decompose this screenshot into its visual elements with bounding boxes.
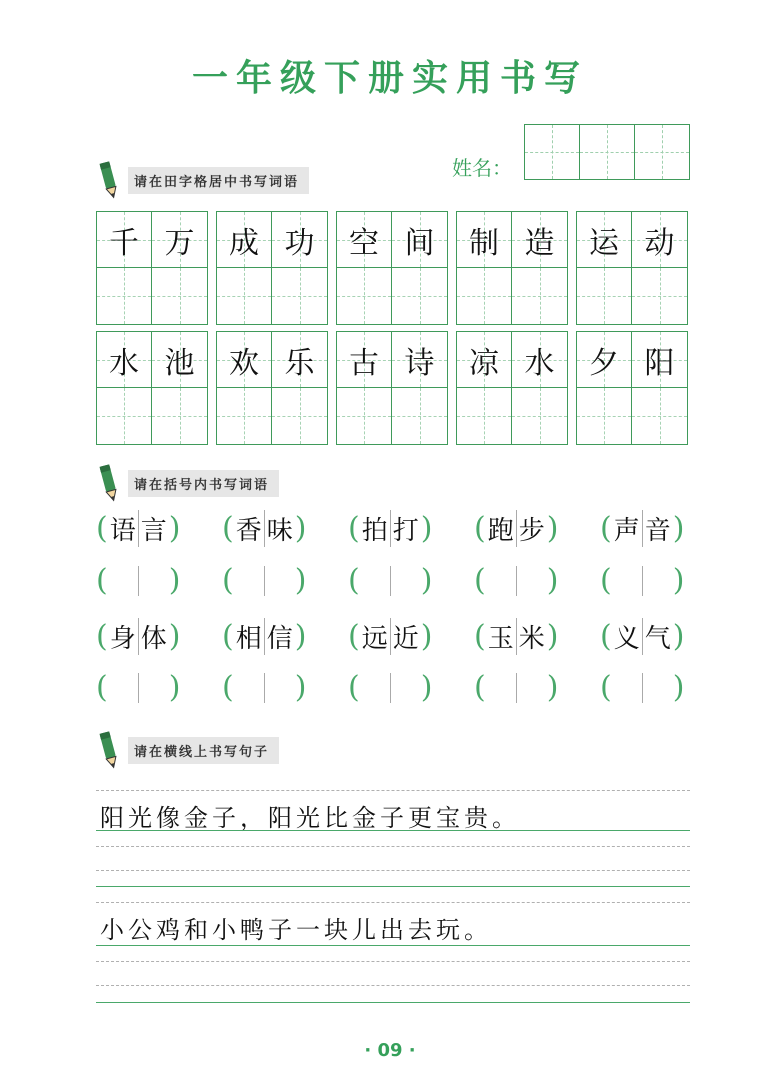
close-paren: ) xyxy=(672,619,685,654)
open-paren: ( xyxy=(348,670,360,705)
bracket-blank[interactable] xyxy=(348,563,432,598)
bracket-blank-slot[interactable] xyxy=(486,673,517,703)
tianzige-practice-cell[interactable] xyxy=(152,388,207,444)
tianzige-model-cell xyxy=(457,332,512,388)
section-label: 请在横线上书写句子 xyxy=(128,737,279,764)
tianzige-word-block[interactable] xyxy=(96,331,208,445)
model-character: 诗 xyxy=(404,345,435,381)
tianzige-practice-cell[interactable] xyxy=(272,388,327,444)
tianzige-word-block[interactable] xyxy=(336,331,448,445)
tianzige-model-cell xyxy=(97,332,152,388)
close-paren: ) xyxy=(420,563,433,598)
model-character: 欢 xyxy=(229,345,259,381)
bracket-blank-slot[interactable] xyxy=(391,566,421,596)
name-grid[interactable] xyxy=(524,124,690,180)
open-paren: ( xyxy=(600,670,612,705)
open-paren: ( xyxy=(96,670,108,705)
close-paren: ) xyxy=(672,563,685,598)
section-header-2 xyxy=(96,468,279,498)
tianzige-practice-cell[interactable] xyxy=(97,388,152,444)
tianzige-model-cell xyxy=(392,212,447,268)
bracket-blank-slot[interactable] xyxy=(360,673,391,703)
name-cell[interactable] xyxy=(580,125,635,179)
bracket-blank-slot[interactable] xyxy=(265,566,295,596)
bracket-blank[interactable] xyxy=(222,670,306,705)
bracket-word xyxy=(600,510,684,547)
bracket-character: 信 xyxy=(266,624,293,654)
tianzige-model-cell xyxy=(577,212,632,268)
tianzige-word-block[interactable] xyxy=(576,211,688,325)
bracket-blank-slot[interactable] xyxy=(612,673,643,703)
pencil-icon xyxy=(96,730,122,770)
tianzige-model-cell xyxy=(457,212,512,268)
model-character: 间 xyxy=(404,225,435,261)
open-paren: ( xyxy=(222,563,234,598)
close-paren: ) xyxy=(294,670,307,705)
section-label: 请在括号内书写词语 xyxy=(128,470,279,497)
page-title: 一年级下册实用书写 xyxy=(191,58,588,99)
tianzige-practice-cell[interactable] xyxy=(512,388,567,444)
bracket-blank[interactable] xyxy=(96,563,180,598)
bracket-blank[interactable] xyxy=(600,563,684,598)
model-character: 千 xyxy=(109,225,139,261)
model-character: 水 xyxy=(109,345,139,381)
bracket-character: 米 xyxy=(518,624,545,654)
model-character: 运 xyxy=(589,225,619,261)
bracket-character: 气 xyxy=(644,624,671,654)
model-character: 功 xyxy=(284,225,315,261)
bracket-character: 玉 xyxy=(486,618,517,655)
tianzige-practice-cell[interactable] xyxy=(632,388,687,444)
name-cell[interactable] xyxy=(635,125,689,179)
writing-line[interactable] xyxy=(96,830,690,831)
bracket-blank[interactable] xyxy=(348,670,432,705)
bracket-word xyxy=(96,510,180,547)
tianzige-model-cell xyxy=(392,332,447,388)
tianzige-model-cell xyxy=(632,212,687,268)
bracket-blank-slot[interactable] xyxy=(108,673,139,703)
model-character: 凉 xyxy=(469,345,499,381)
open-paren: ( xyxy=(474,511,486,546)
bracket-character: 香 xyxy=(234,510,265,547)
bracket-blank-slot[interactable] xyxy=(517,673,547,703)
tianzige-model-cell xyxy=(272,212,327,268)
tianzige-model-cell xyxy=(272,332,327,388)
bracket-character: 语 xyxy=(108,510,139,547)
guide-line-dashed xyxy=(96,902,690,903)
bracket-blank[interactable] xyxy=(96,670,180,705)
bracket-word xyxy=(474,510,558,547)
bracket-word xyxy=(348,510,432,547)
open-paren: ( xyxy=(222,670,234,705)
model-sentence: 小公鸡和小鸭子一块儿出去玩。 xyxy=(100,916,492,944)
bracket-blank-slot[interactable] xyxy=(517,566,547,596)
close-paren: ) xyxy=(294,619,307,654)
bracket-character: 跑 xyxy=(486,510,517,547)
close-paren: ) xyxy=(420,619,433,654)
close-paren: ) xyxy=(420,511,433,546)
bracket-blank-slot[interactable] xyxy=(643,566,673,596)
close-paren: ) xyxy=(294,563,307,598)
tianzige-practice-cell[interactable] xyxy=(337,388,392,444)
guide-line-dashed xyxy=(96,961,690,962)
tianzige-word-block[interactable] xyxy=(96,211,208,325)
close-paren: ) xyxy=(546,511,559,546)
close-paren: ) xyxy=(168,563,181,598)
tianzige-practice-cell[interactable] xyxy=(632,268,687,324)
open-paren: ( xyxy=(474,563,486,598)
bracket-character: 言 xyxy=(140,516,167,546)
tianzige-practice-cell[interactable] xyxy=(577,388,632,444)
bracket-character: 远 xyxy=(360,618,391,655)
bracket-word xyxy=(96,618,180,655)
bracket-character: 体 xyxy=(140,624,167,654)
model-character: 阳 xyxy=(644,345,675,381)
bracket-word xyxy=(222,510,306,547)
tianzige-practice-cell[interactable] xyxy=(217,268,272,324)
writing-line[interactable] xyxy=(96,1002,690,1003)
tianzige-model-cell xyxy=(577,332,632,388)
open-paren: ( xyxy=(348,511,360,546)
bracket-blank-slot[interactable] xyxy=(234,566,265,596)
name-label: 姓名： xyxy=(452,156,512,180)
bracket-character: 相 xyxy=(234,618,265,655)
bracket-character: 拍 xyxy=(360,510,391,547)
open-paren: ( xyxy=(474,670,486,705)
close-paren: ) xyxy=(420,670,433,705)
tianzige-word-block[interactable] xyxy=(216,331,328,445)
bracket-blank-slot[interactable] xyxy=(391,673,421,703)
tianzige-practice-cell[interactable] xyxy=(457,268,512,324)
tianzige-model-cell xyxy=(217,212,272,268)
tianzige-practice-cell[interactable] xyxy=(97,268,152,324)
tianzige-model-cell xyxy=(512,212,567,268)
bracket-blank[interactable] xyxy=(474,670,558,705)
open-paren: ( xyxy=(348,563,360,598)
open-paren: ( xyxy=(96,511,108,546)
model-character: 水 xyxy=(524,345,555,381)
model-character: 池 xyxy=(164,345,195,381)
open-paren: ( xyxy=(600,563,612,598)
tianzige-practice-cell[interactable] xyxy=(392,268,447,324)
tianzige-model-cell xyxy=(217,332,272,388)
model-character: 乐 xyxy=(284,345,315,381)
tianzige-practice-cell[interactable] xyxy=(152,268,207,324)
bracket-blank[interactable] xyxy=(600,670,684,705)
bracket-blank-slot[interactable] xyxy=(265,673,295,703)
model-character: 空 xyxy=(349,225,379,261)
bracket-character: 近 xyxy=(392,624,419,654)
bracket-character: 步 xyxy=(518,516,545,546)
model-character: 制 xyxy=(469,225,499,261)
model-character: 万 xyxy=(164,225,195,261)
bracket-blank-slot[interactable] xyxy=(486,566,517,596)
bracket-blank-slot[interactable] xyxy=(612,566,643,596)
guide-line-dashed xyxy=(96,790,690,791)
page-number: · 09 · xyxy=(364,1040,416,1061)
open-paren: ( xyxy=(222,619,234,654)
pencil-icon xyxy=(96,160,122,200)
guide-line-dashed xyxy=(96,846,690,847)
close-paren: ) xyxy=(672,670,685,705)
section-header-3 xyxy=(96,735,279,765)
close-paren: ) xyxy=(168,670,181,705)
bracket-word xyxy=(474,618,558,655)
close-paren: ) xyxy=(672,511,685,546)
bracket-character: 打 xyxy=(392,516,419,546)
tianzige-word-block[interactable] xyxy=(216,211,328,325)
tianzige-word-block[interactable] xyxy=(456,211,568,325)
bracket-blank-slot[interactable] xyxy=(139,566,169,596)
writing-line[interactable] xyxy=(96,886,690,887)
bracket-blank-slot[interactable] xyxy=(360,566,391,596)
tianzige-model-cell xyxy=(512,332,567,388)
open-paren: ( xyxy=(222,511,234,546)
tianzige-model-cell xyxy=(97,212,152,268)
tianzige-model-cell xyxy=(337,212,392,268)
bracket-blank-slot[interactable] xyxy=(108,566,139,596)
model-character: 夕 xyxy=(589,345,619,381)
bracket-word xyxy=(348,618,432,655)
close-paren: ) xyxy=(546,619,559,654)
bracket-blank-slot[interactable] xyxy=(643,673,673,703)
close-paren: ) xyxy=(168,511,181,546)
tianzige-word-block[interactable] xyxy=(456,331,568,445)
tianzige-model-cell xyxy=(632,332,687,388)
open-paren: ( xyxy=(600,511,612,546)
guide-line-dashed xyxy=(96,870,690,871)
model-sentence: 阳光像金子，阳光比金子更宝贵。 xyxy=(100,804,520,832)
tianzige-word-block[interactable] xyxy=(576,331,688,445)
guide-line-dashed xyxy=(96,985,690,986)
tianzige-practice-cell[interactable] xyxy=(577,268,632,324)
writing-line[interactable] xyxy=(96,945,690,946)
model-character: 动 xyxy=(644,225,675,261)
bracket-character: 身 xyxy=(108,618,139,655)
tianzige-word-block[interactable] xyxy=(336,211,448,325)
tianzige-practice-cell[interactable] xyxy=(272,268,327,324)
tianzige-model-cell xyxy=(152,212,207,268)
model-character: 造 xyxy=(524,225,555,261)
tianzige-practice-cell[interactable] xyxy=(392,388,447,444)
close-paren: ) xyxy=(294,511,307,546)
bracket-blank-slot[interactable] xyxy=(139,673,169,703)
bracket-word xyxy=(600,618,684,655)
close-paren: ) xyxy=(546,563,559,598)
tianzige-model-cell xyxy=(152,332,207,388)
open-paren: ( xyxy=(600,619,612,654)
bracket-blank[interactable] xyxy=(222,563,306,598)
tianzige-model-cell xyxy=(337,332,392,388)
bracket-character: 义 xyxy=(612,618,643,655)
open-paren: ( xyxy=(96,563,108,598)
section-label: 请在田字格居中书写词语 xyxy=(128,167,309,194)
bracket-blank-slot[interactable] xyxy=(234,673,265,703)
model-character: 成 xyxy=(229,225,259,261)
open-paren: ( xyxy=(474,619,486,654)
bracket-character: 声 xyxy=(612,510,643,547)
close-paren: ) xyxy=(168,619,181,654)
open-paren: ( xyxy=(348,619,360,654)
close-paren: ) xyxy=(546,670,559,705)
bracket-character: 音 xyxy=(644,516,671,546)
section-header-1 xyxy=(96,165,309,195)
name-cell[interactable] xyxy=(525,125,580,179)
tianzige-practice-cell[interactable] xyxy=(457,388,512,444)
bracket-blank[interactable] xyxy=(474,563,558,598)
pencil-icon xyxy=(96,463,122,503)
open-paren: ( xyxy=(96,619,108,654)
bracket-character: 味 xyxy=(266,516,293,546)
tianzige-practice-cell[interactable] xyxy=(217,388,272,444)
tianzige-practice-cell[interactable] xyxy=(512,268,567,324)
bracket-word xyxy=(222,618,306,655)
tianzige-practice-cell[interactable] xyxy=(337,268,392,324)
model-character: 古 xyxy=(349,345,379,381)
